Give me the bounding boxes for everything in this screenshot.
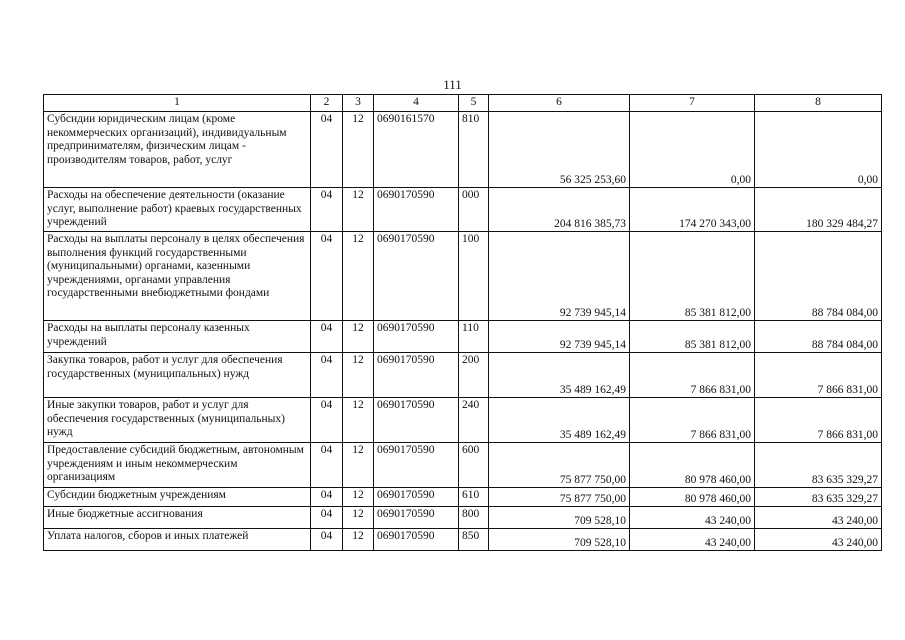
row-subsection: 12	[343, 529, 374, 551]
table-row	[44, 488, 882, 507]
row-amount-2: 174 270 343,00	[630, 188, 755, 232]
row-subsection: 12	[343, 232, 374, 321]
row-name: Предоставление субсидий бюджетным, автономным учреждениям и иным некоммерческим организациям	[44, 443, 311, 488]
row-section: 04	[311, 321, 343, 353]
row-amount-1: 709 528,10	[489, 507, 630, 529]
budget-table	[43, 94, 882, 551]
row-expense-type: 200	[459, 353, 489, 398]
row-amount-1: 204 816 385,73	[489, 188, 630, 232]
row-target-article: 0690170590	[374, 188, 459, 232]
row-target-article: 0690170590	[374, 443, 459, 488]
table-row	[44, 353, 882, 398]
row-amount-1: 709 528,10	[489, 529, 630, 551]
header-cell: 8	[755, 95, 882, 112]
row-expense-type: 610	[459, 488, 489, 507]
row-subsection: 12	[343, 353, 374, 398]
row-expense-type: 850	[459, 529, 489, 551]
row-amount-2: 43 240,00	[630, 507, 755, 529]
row-amount-3: 83 635 329,27	[755, 443, 882, 488]
row-expense-type: 600	[459, 443, 489, 488]
row-amount-2: 85 381 812,00	[630, 321, 755, 353]
table-row	[44, 188, 882, 232]
row-subsection: 12	[343, 488, 374, 507]
row-target-article: 0690161570	[374, 112, 459, 188]
row-subsection: 12	[343, 112, 374, 188]
row-amount-2: 85 381 812,00	[630, 232, 755, 321]
row-expense-type: 110	[459, 321, 489, 353]
row-target-article: 0690170590	[374, 232, 459, 321]
header-cell: 5	[459, 95, 489, 112]
row-subsection: 12	[343, 443, 374, 488]
table-row	[44, 398, 882, 443]
row-name: Расходы на обеспечение деятельности (оказание услуг, выполнение работ) краевых государственных учреждений	[44, 188, 311, 232]
row-target-article: 0690170590	[374, 488, 459, 507]
row-amount-3: 88 784 084,00	[755, 232, 882, 321]
page-number: 111	[443, 77, 462, 92]
row-section: 04	[311, 529, 343, 551]
row-target-article: 0690170590	[374, 507, 459, 529]
row-amount-1: 92 739 945,14	[489, 321, 630, 353]
header-cell: 3	[343, 95, 374, 112]
header-cell: 4	[374, 95, 459, 112]
row-name: Субсидии юридическим лицам (кроме некоммерческих организаций), индивидуальным предпринимателям, физическим лицам - производителям товаров, работ, услуг	[44, 112, 311, 188]
row-expense-type: 240	[459, 398, 489, 443]
row-name: Уплата налогов, сборов и иных платежей	[44, 529, 311, 551]
row-subsection: 12	[343, 398, 374, 443]
header-cell: 2	[311, 95, 343, 112]
header-cell: 6	[489, 95, 630, 112]
row-name: Расходы на выплаты персоналу в целях обеспечения выполнения функций государственными (муниципальными) органами, казенными учреждениями, органами управления государственными внебюджетными фондами	[44, 232, 311, 321]
row-amount-1: 75 877 750,00	[489, 443, 630, 488]
row-section: 04	[311, 488, 343, 507]
row-amount-3: 0,00	[755, 112, 882, 188]
row-amount-2: 7 866 831,00	[630, 398, 755, 443]
row-section: 04	[311, 398, 343, 443]
row-amount-3: 7 866 831,00	[755, 398, 882, 443]
row-name: Субсидии бюджетным учреждениям	[44, 488, 311, 507]
row-subsection: 12	[343, 321, 374, 353]
row-amount-2: 80 978 460,00	[630, 488, 755, 507]
row-amount-2: 43 240,00	[630, 529, 755, 551]
row-name: Иные закупки товаров, работ и услуг для обеспечения государственных (муниципальных) нужд	[44, 398, 311, 443]
row-subsection: 12	[343, 188, 374, 232]
table-row	[44, 112, 882, 188]
header-cell: 1	[44, 95, 311, 112]
row-expense-type: 100	[459, 232, 489, 321]
row-name: Расходы на выплаты персоналу казенных учреждений	[44, 321, 311, 353]
row-section: 04	[311, 443, 343, 488]
row-subsection: 12	[343, 507, 374, 529]
row-amount-1: 92 739 945,14	[489, 232, 630, 321]
table-row	[44, 443, 882, 488]
row-amount-1: 35 489 162,49	[489, 353, 630, 398]
row-amount-3: 83 635 329,27	[755, 488, 882, 507]
row-section: 04	[311, 112, 343, 188]
row-section: 04	[311, 507, 343, 529]
row-expense-type: 000	[459, 188, 489, 232]
row-section: 04	[311, 232, 343, 321]
row-expense-type: 800	[459, 507, 489, 529]
table-row	[44, 529, 882, 551]
row-amount-2: 7 866 831,00	[630, 353, 755, 398]
table-row	[44, 232, 882, 321]
row-target-article: 0690170590	[374, 321, 459, 353]
row-amount-3: 88 784 084,00	[755, 321, 882, 353]
row-amount-3: 43 240,00	[755, 507, 882, 529]
row-name: Иные бюджетные ассигнования	[44, 507, 311, 529]
header-cell: 7	[630, 95, 755, 112]
row-expense-type: 810	[459, 112, 489, 188]
header-row	[44, 95, 882, 112]
row-amount-1: 75 877 750,00	[489, 488, 630, 507]
row-amount-2: 0,00	[630, 112, 755, 188]
table-row	[44, 321, 882, 353]
row-target-article: 0690170590	[374, 529, 459, 551]
row-section: 04	[311, 188, 343, 232]
row-target-article: 0690170590	[374, 398, 459, 443]
table-row	[44, 507, 882, 529]
row-amount-3: 43 240,00	[755, 529, 882, 551]
row-amount-1: 35 489 162,49	[489, 398, 630, 443]
row-section: 04	[311, 353, 343, 398]
row-amount-1: 56 325 253,60	[489, 112, 630, 188]
row-target-article: 0690170590	[374, 353, 459, 398]
row-name: Закупка товаров, работ и услуг для обеспечения государственных (муниципальных) нужд	[44, 353, 311, 398]
row-amount-3: 7 866 831,00	[755, 353, 882, 398]
row-amount-2: 80 978 460,00	[630, 443, 755, 488]
row-amount-3: 180 329 484,27	[755, 188, 882, 232]
